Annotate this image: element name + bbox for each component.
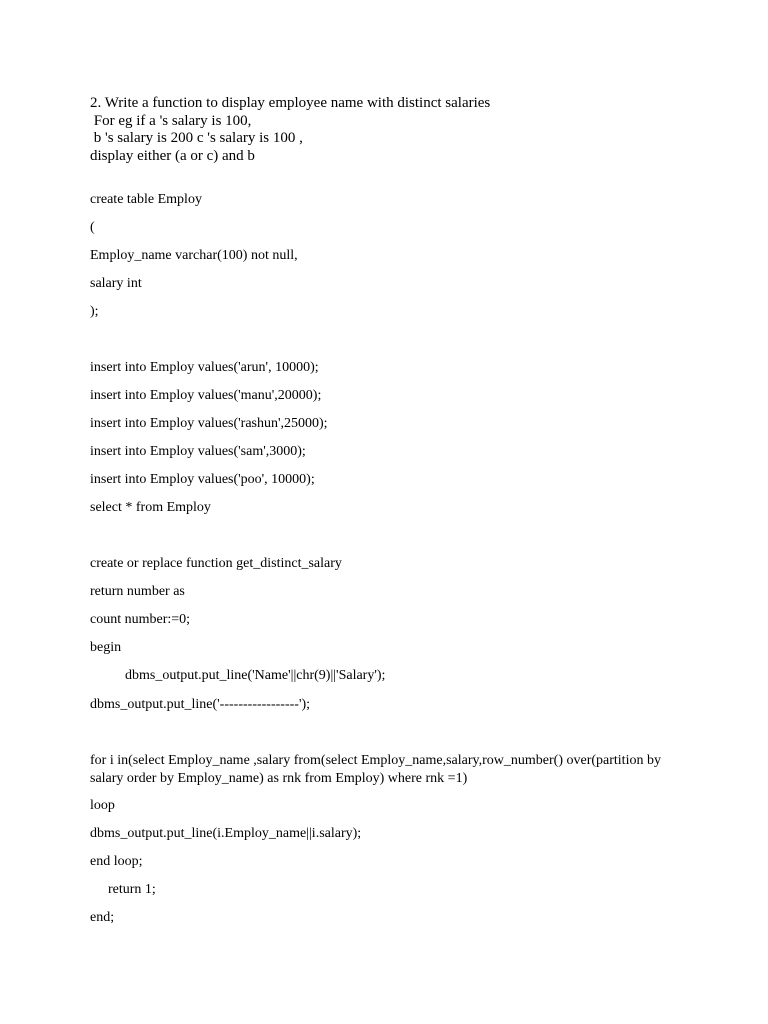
code-line: Employ_name varchar(100) not null, xyxy=(90,248,298,263)
code-line: create table Employ xyxy=(90,192,202,207)
code-line: dbms_output.put_line(i.Employ_name||i.salary); xyxy=(90,826,362,841)
code-line: dbms_output.put_line('-----------------'); xyxy=(90,697,311,712)
code-line: create or replace function get_distinct_salary xyxy=(90,556,342,571)
code-line: insert into Employ values('poo', 10000); xyxy=(90,472,315,487)
code-line-indented: dbms_output.put_line('Name'||chr(9)||'Salary'); xyxy=(125,668,386,683)
code-line: loop xyxy=(90,798,115,813)
code-line: insert into Employ values('arun', 10000); xyxy=(90,360,319,375)
code-line: salary int xyxy=(90,276,142,291)
code-line: count number:=0; xyxy=(90,612,191,627)
question-example-line-2: b 's salary is 200 c 's salary is 100 , xyxy=(90,130,303,146)
code-line: end; xyxy=(90,910,115,925)
code-line: ( xyxy=(90,220,95,235)
code-line: ); xyxy=(90,304,99,319)
code-line: insert into Employ values('sam',3000); xyxy=(90,444,306,459)
question-title: 2. Write a function to display employee name with distinct salaries xyxy=(90,95,491,111)
code-line: select * from Employ xyxy=(90,500,211,515)
code-line: insert into Employ values('manu',20000); xyxy=(90,388,322,403)
question-example-line-3: display either (a or c) and b xyxy=(90,148,255,164)
code-line-wrapped: for i in(select Employ_name ,salary from(select Employ_name,salary,row_number() over(partition by salary order by Employ_name) as rnk from Employ) where rnk =1) xyxy=(90,753,661,786)
code-line: begin xyxy=(90,640,122,655)
code-line: return number as xyxy=(90,584,185,599)
code-line: insert into Employ values('rashun',25000); xyxy=(90,416,328,431)
code-line: end loop; xyxy=(90,854,143,869)
question-example-line-1: For eg if a 's salary is 100, xyxy=(90,113,252,129)
code-line-indented: return 1; xyxy=(108,882,156,897)
